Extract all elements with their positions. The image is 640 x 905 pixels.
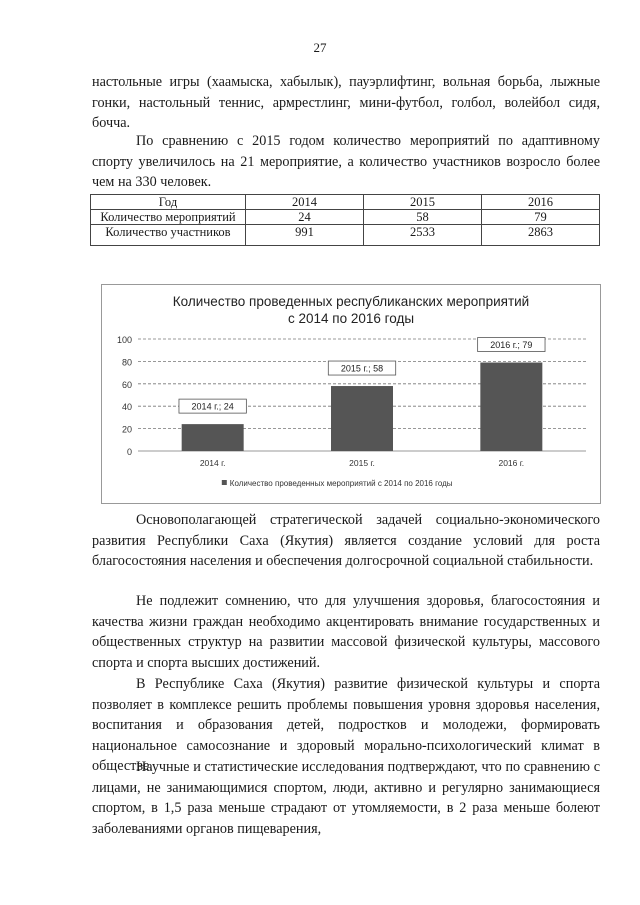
- y-tick-label: 40: [121, 402, 132, 413]
- bar: [480, 363, 542, 451]
- y-tick-label: 80: [121, 357, 132, 368]
- y-tick-label: 20: [121, 424, 132, 435]
- table-cell: 24: [246, 210, 364, 225]
- paragraph-strategic-task: Основополагающей стратегической задачей социально-экономического развития Республики Саха (Якутия) является создание условий для роста благосостояния населения и обеспечения долгосрочной социальной стабильности.: [92, 512, 600, 570]
- table-header-row: [91, 195, 600, 210]
- x-tick-label: 2015 г.: [349, 458, 375, 468]
- paragraph-sports-list: настольные игры (хаамыска, хабылык), пауэрлифтинг, вольная борьба, лыжные гонки, настольный теннис, армрестлинг, мини-футбол, голбол, волейбол сидя, бочча.: [92, 74, 600, 132]
- table-cell: 991: [246, 225, 364, 246]
- page-number: 27: [313, 40, 327, 55]
- table-header-cell: 2014: [246, 195, 364, 210]
- paragraph-health-improvement: Не подлежит сомнению, что для улучшения здоровья, благосостояния и качества жизни граждан необходимо акцентировать внимание государственных и общественных структур на развитии массовой физической культуры, массового спорта и спорта высших достижений.: [92, 593, 600, 671]
- chart-plot: [102, 285, 600, 503]
- events-table: [90, 194, 600, 246]
- table-header-cell: 2015: [364, 195, 482, 210]
- paragraph-comparison-2015: По сравнению с 2015 годом количество мероприятий по адаптивному спорту увеличилось на 21 мероприятие, а количество участников возросло более чем на 330 человек.: [92, 133, 600, 191]
- data-label: 2015 г.; 58: [340, 363, 384, 374]
- x-tick-label: 2016 г.: [498, 458, 525, 468]
- chart-title-line-2: с 2014 по 2016 годы: [287, 311, 415, 326]
- table-cell: 79: [482, 210, 600, 225]
- table-cell: Количество участников: [91, 225, 246, 246]
- legend-label: Количество проведенных мероприятий с 2014 по 2016 годы: [229, 479, 453, 488]
- x-tick-label: 2014 г.: [199, 458, 226, 468]
- table-cell: 58: [364, 210, 482, 225]
- table-cell: Количество мероприятий: [91, 210, 246, 225]
- table-row: [91, 210, 600, 225]
- legend-swatch: [222, 480, 227, 485]
- y-tick-label: 0: [126, 447, 132, 457]
- paragraph-research: Научные и статистические исследования подтверждают, что по сравнению с лицами, не занимающимися спортом, люди, активно и регулярно занимающиеся спортом, в 1,5 раза меньше страдают от утомляемости, в 2 раза меньше болеют заболеваниями органов пищеварения,: [92, 759, 600, 837]
- y-tick-label: 100: [116, 335, 132, 345]
- table-header-cell: Год: [91, 195, 246, 210]
- table-cell: 2863: [482, 225, 600, 246]
- events-chart: [101, 284, 601, 504]
- bar: [331, 386, 393, 451]
- data-label: 2014 г.; 24: [191, 401, 234, 412]
- data-label: 2016 г.; 79: [490, 340, 533, 351]
- table-row: [91, 225, 600, 246]
- table-cell: 2533: [364, 225, 482, 246]
- y-tick-label: 60: [121, 379, 132, 390]
- bar: [182, 424, 244, 451]
- table-header-cell: 2016: [482, 195, 600, 210]
- chart-title-line-1: Количество проведенных республиканских мероприятий: [172, 294, 530, 309]
- paragraph-sakha-development: В Республике Саха (Якутия) развитие физической культуры и спорта позволяет в комплексе решить проблемы повышения уровня здоровья населения, воспитания и образования детей, подростков и молодежи, формировать национальное самосознание и здоровый морально-психологический климат в обществе.: [92, 676, 600, 775]
